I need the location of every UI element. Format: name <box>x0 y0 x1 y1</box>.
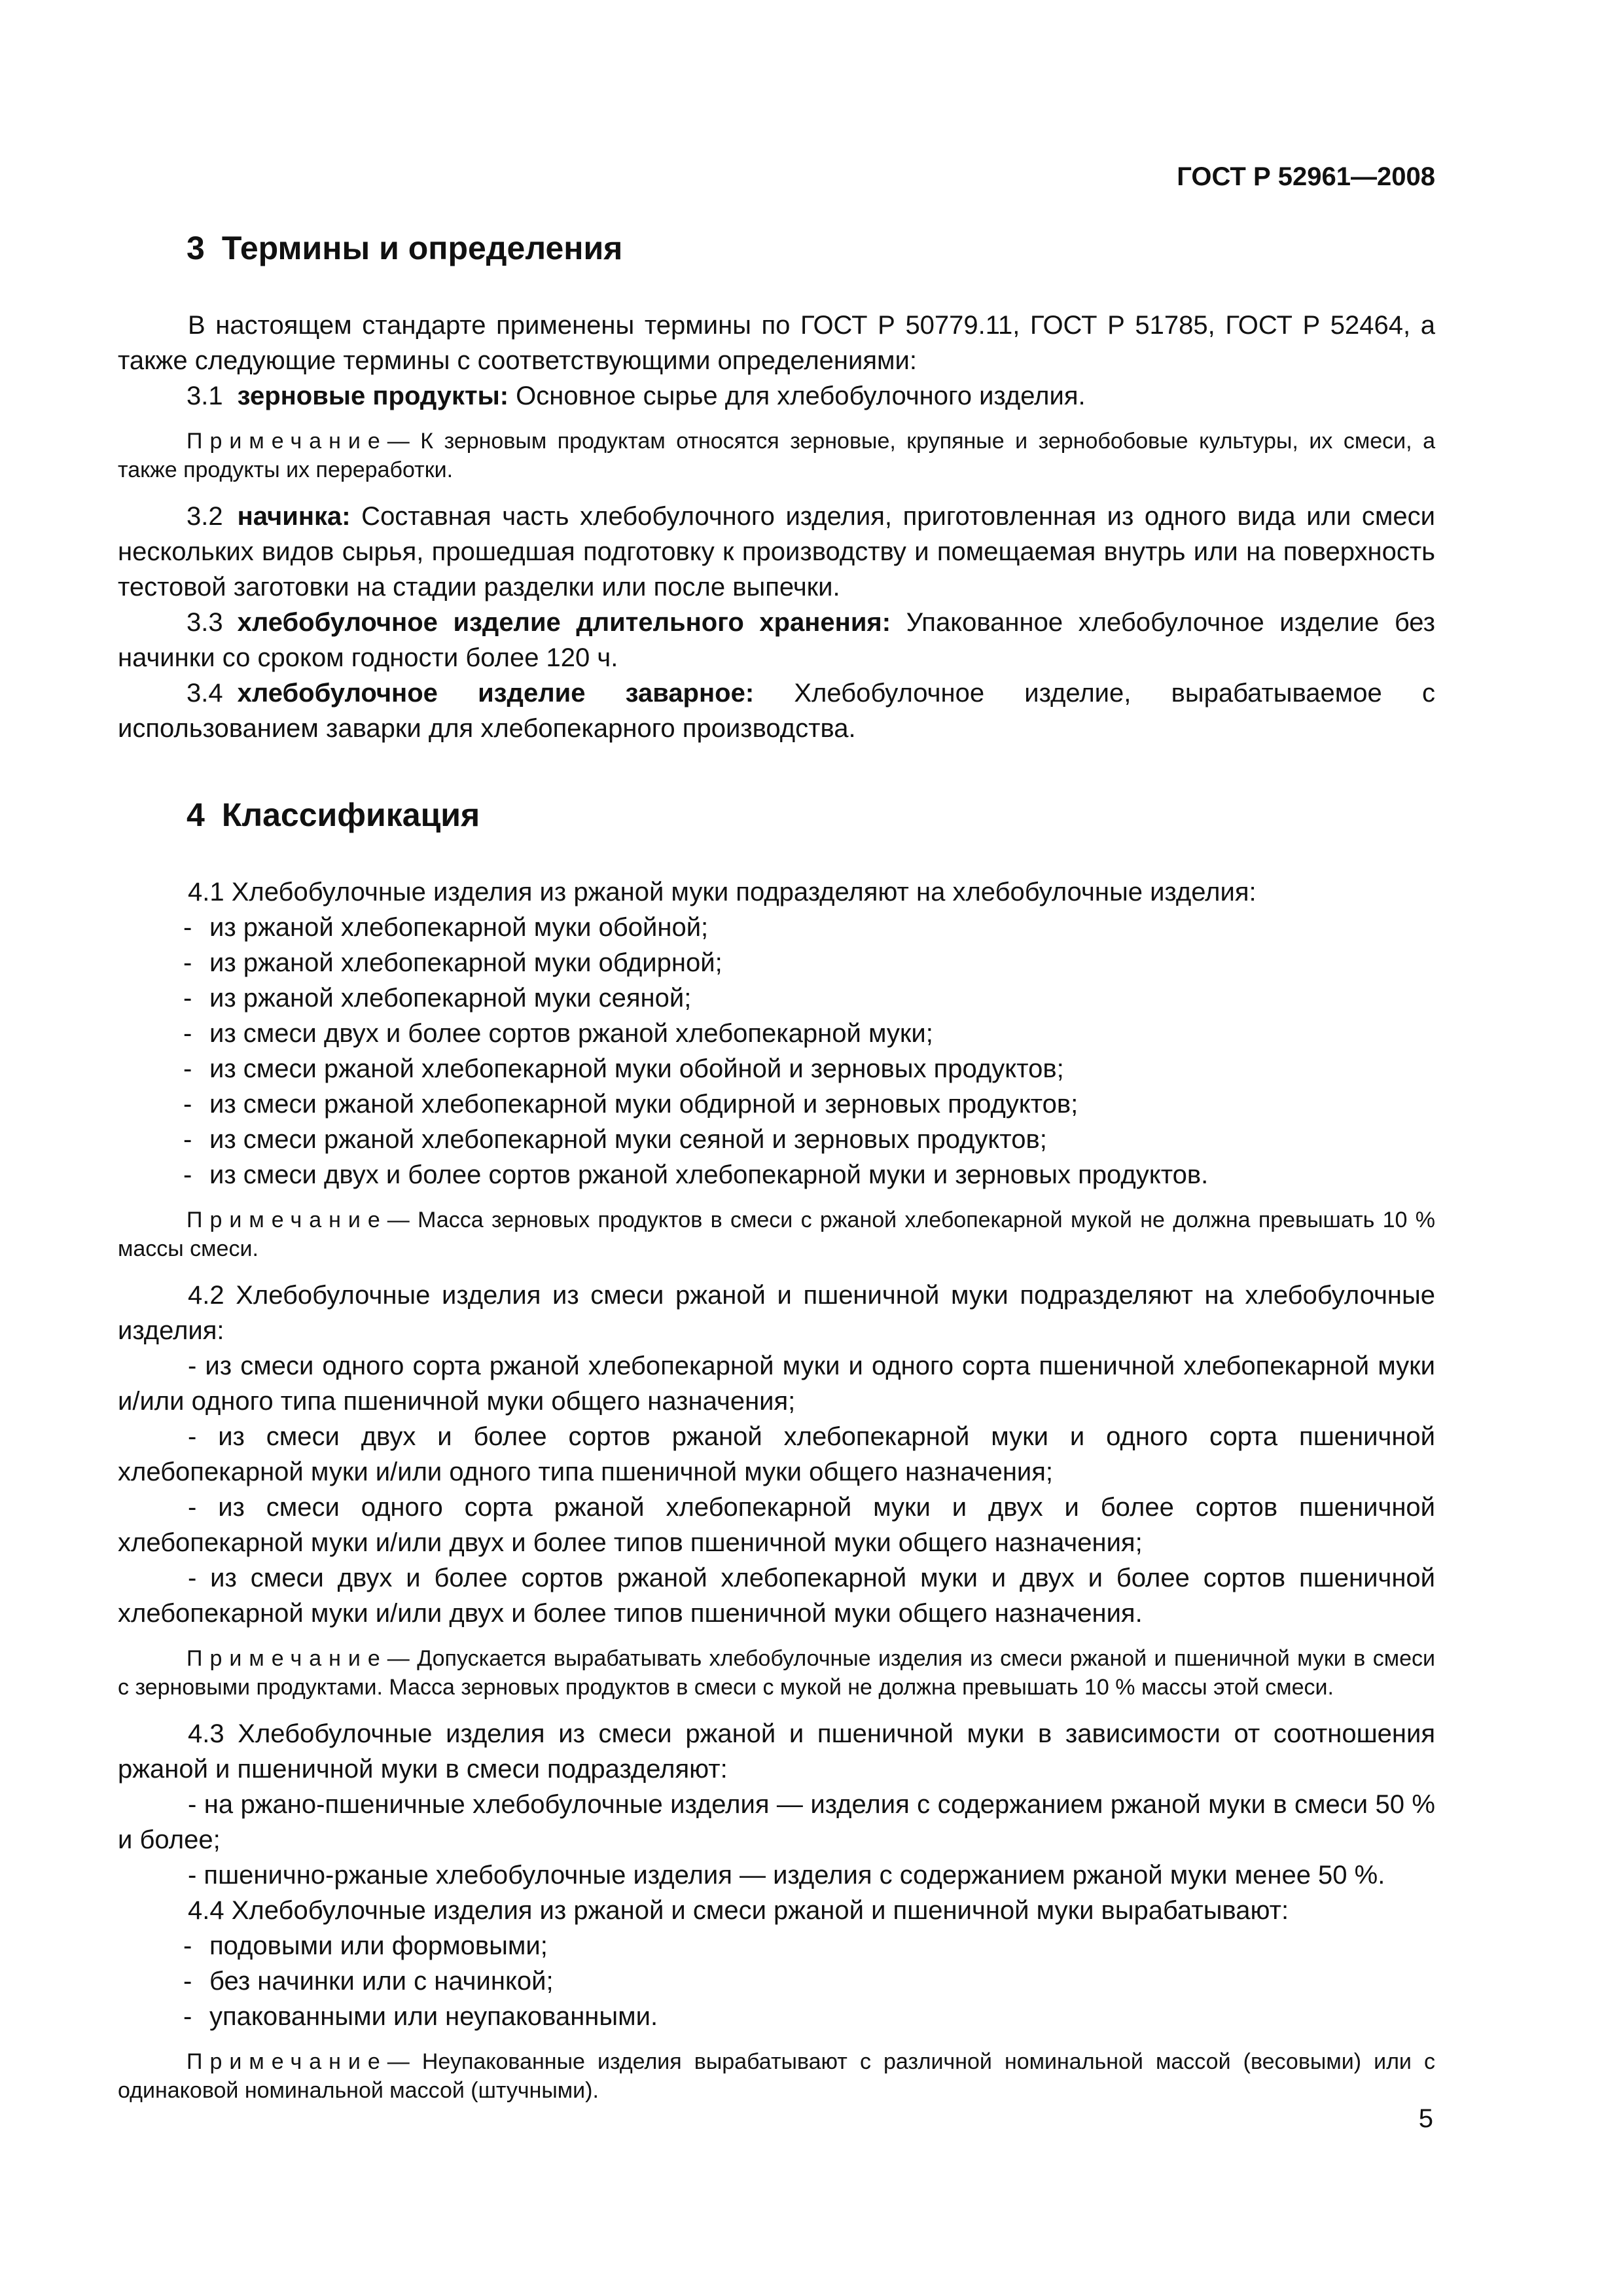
term-3-2 <box>118 499 1435 605</box>
paragraph-4-4: 4.4 Хлебобулочные изделия из ржаной и смеси ржаной и пшеничной муки вырабатывают: <box>188 1896 1289 1925</box>
note-label: Примечание <box>187 1646 387 1671</box>
term-name: хлебобулочное изделие длительного хранения: <box>237 608 891 637</box>
list-item: - из ржаной хлебопекарной муки сеяной; <box>183 984 692 1013</box>
section-title: Термины и определения <box>221 230 623 266</box>
note-text: — Неупакованные изделия вырабатывают с различной номинальной массой (весовыми) или с одинаковой номинальной массой (штучными). <box>118 2049 1435 2103</box>
page-number: 5 <box>1418 2104 1433 2133</box>
term-3-3 <box>118 605 1435 675</box>
note-text: — Допускается вырабатывать хлебобулочные изделия из смеси ржаной и пшеничной муки в смеси с зерновыми продуктами. Масса зерновых продуктов в смеси с мукой не должна превышать 10 % массы этой смеси. <box>118 1646 1435 1700</box>
note-text: — Масса зерновых продуктов в смеси с ржаной хлебопекарной мукой не должна превышать 10 % массы смеси. <box>118 1208 1435 1261</box>
list-item: - подовыми или формовыми; <box>183 1931 548 1960</box>
note-3-1 <box>118 427 1435 484</box>
list-item: - из смеси двух и более сортов ржаной хлебопекарной муки и одного сорта пшеничной хлебопекарной муки и/или одного типа пшеничной муки общего назначения; <box>118 1422 1435 1486</box>
section-3-heading <box>187 229 1435 267</box>
list-item: - из смеси ржаной хлебопекарной муки сеяной и зерновых продуктов; <box>183 1125 1047 1154</box>
list-item: - из ржаной хлебопекарной муки обойной; <box>183 913 709 942</box>
list-item: - из смеси двух и более сортов ржаной хлебопекарной муки и двух и более сортов пшеничной хлебопекарной муки и/или двух и более типов пшеничной муки общего назначения. <box>118 1564 1435 1628</box>
term-definition: Составная часть хлебобулочного изделия, приготовленная из одного вида или смеси нескольких видов сырья, прошедшая подготовку к производству и помещаемая внутрь или на поверхность тестовой заготовки на стадии разделки или после выпечки. <box>118 502 1435 601</box>
term-number: 3.2 <box>187 502 223 531</box>
note-label: Примечание <box>187 429 387 454</box>
section-number: 3 <box>187 230 205 266</box>
section-number: 4 <box>187 797 205 833</box>
section-4-heading <box>187 796 1435 834</box>
section-3-intro: В настоящем стандарте применены термины по ГОСТ Р 50779.11, ГОСТ Р 51785, ГОСТ Р 52464, а также следующие термины с соответствующими определениями: <box>118 311 1435 375</box>
list-item: - из ржаной хлебопекарной муки обдирной; <box>183 948 722 977</box>
list-item: - без начинки или с начинкой; <box>183 1967 554 1996</box>
note-label: Примечание <box>187 2049 387 2074</box>
note-4-4 <box>118 2047 1435 2105</box>
term-name: хлебобулочное изделие заварное: <box>237 679 755 708</box>
paragraph-4-1: 4.1 Хлебобулочные изделия из ржаной муки подразделяют на хлебобулочные изделия: <box>188 878 1257 906</box>
term-3-1 <box>118 378 1435 414</box>
note-4-2 <box>118 1644 1435 1702</box>
term-3-4 <box>118 675 1435 746</box>
term-name: зерновые продукты: <box>237 382 509 410</box>
list-item: - из смеси одного сорта ржаной хлебопекарной муки и двух и более сортов пшеничной хлебопекарной муки и/или двух и более типов пшеничной муки общего назначения; <box>118 1493 1435 1557</box>
list-item: - из смеси ржаной хлебопекарной муки обдирной и зерновых продуктов; <box>183 1090 1079 1119</box>
term-definition: Основное сырье для хлебобулочного изделия. <box>508 382 1086 410</box>
standard-code-header: ГОСТ Р 52961—2008 <box>1177 162 1435 191</box>
list-item: - из смеси двух и более сортов ржаной хлебопекарной муки; <box>183 1019 933 1048</box>
term-number: 3.1 <box>187 382 223 410</box>
list-item: - упакованными или неупакованными. <box>183 2002 658 2031</box>
list-item: - из смеси одного сорта ржаной хлебопекарной муки и одного сорта пшеничной хлебопекарной муки и/или одного типа пшеничной муки общего назначения; <box>118 1352 1435 1416</box>
list-item: - из смеси двух и более сортов ржаной хлебопекарной муки и зерновых продуктов. <box>183 1160 1209 1189</box>
paragraph-4-2: 4.2 Хлебобулочные изделия из смеси ржаной и пшеничной муки подразделяют на хлебобулочные изделия: <box>118 1281 1435 1345</box>
note-text: — К зерновым продуктам относятся зерновые, крупяные и зернобобовые культуры, их смеси, а также продукты их переработки. <box>118 429 1435 482</box>
term-definition: Хлебобулочное изделие, вырабатываемое с использованием заварки для хлебопекарного производства. <box>118 679 1435 743</box>
term-number: 3.4 <box>187 679 223 708</box>
list-item: - из смеси ржаной хлебопекарной муки обойной и зерновых продуктов; <box>183 1054 1064 1083</box>
list-item: - пшенично-ржаные хлебобулочные изделия — изделия с содержанием ржаной муки менее 50 %. <box>188 1861 1385 1890</box>
term-definition: Упакованное хлебобулочное изделие без начинки со сроком годности более 120 ч. <box>118 608 1436 672</box>
note-4-1 <box>118 1206 1435 1263</box>
section-title: Классификация <box>221 797 480 833</box>
note-label: Примечание <box>187 1208 387 1232</box>
paragraph-4-3: 4.3 Хлебобулочные изделия из смеси ржаной и пшеничной муки в зависимости от соотношения ржаной и пшеничной муки в смеси подразделяют: <box>118 1719 1435 1784</box>
term-number: 3.3 <box>187 608 223 637</box>
term-name: начинка: <box>237 502 351 531</box>
document-body <box>118 137 1435 2119</box>
list-item: - на ржано-пшеничные хлебобулочные изделия — изделия с содержанием ржаной муки в смеси 50 % и более; <box>118 1790 1435 1854</box>
